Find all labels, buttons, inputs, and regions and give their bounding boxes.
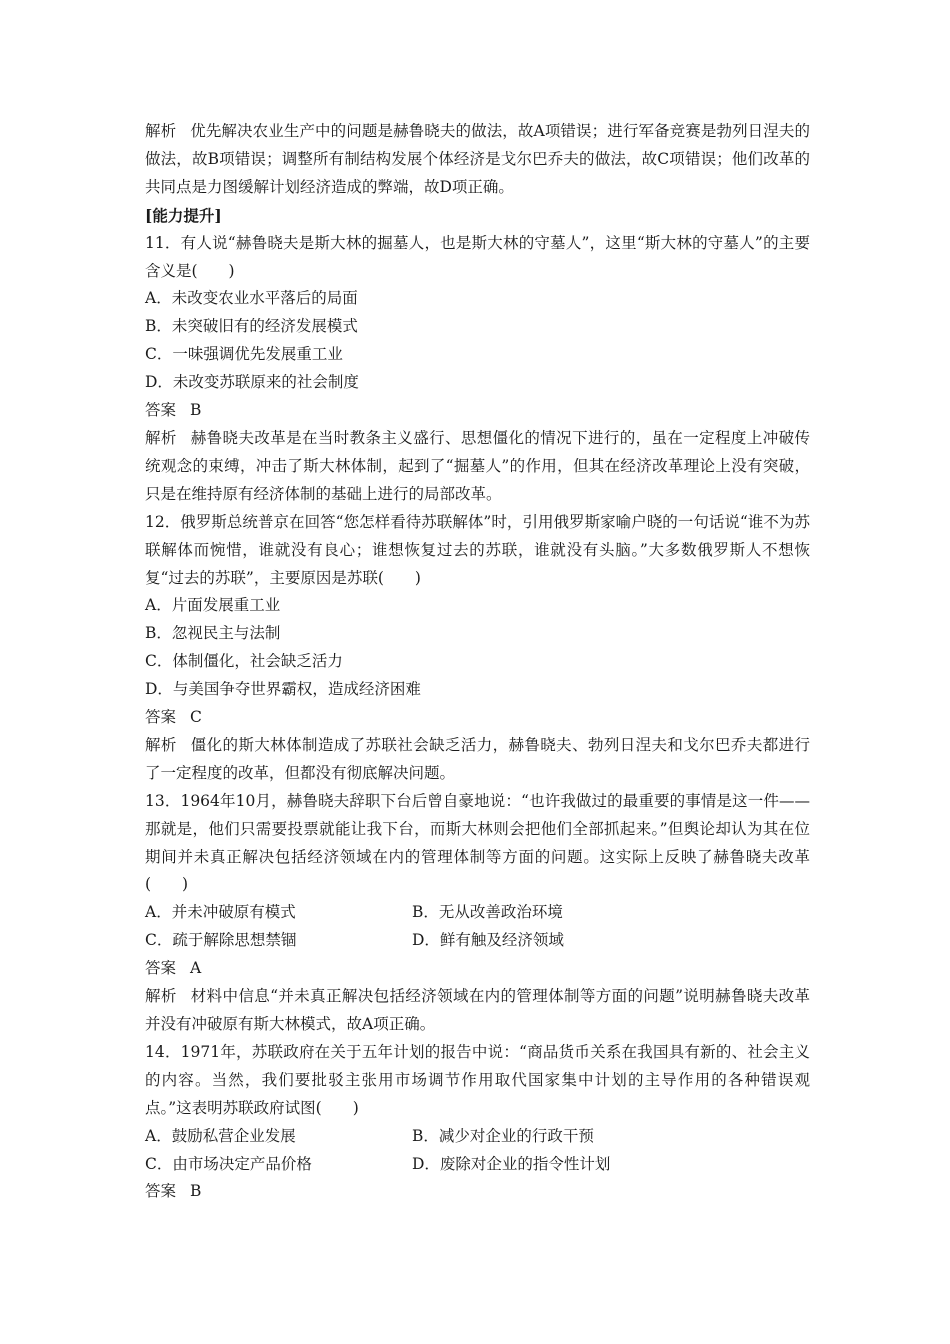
document-page (145, 118, 810, 1206)
options-row (145, 899, 810, 927)
analysis-text: 优先解决农业生产中的问题是赫鲁晓夫的做法，故A项错误；进行军备竞赛是勃列日涅夫的做法，故B项错误；调整所有制结构发展个体经济是戈尔巴乔夫的做法，故C项错误；他们改革的共同点是力图缓解计划经济造成的弊端，故D项正确。 (145, 122, 810, 196)
analysis (145, 983, 810, 1039)
answer-label: 答案 (145, 959, 177, 978)
question-11 (145, 230, 810, 509)
answer-line (145, 955, 810, 983)
options-row (145, 1123, 810, 1151)
analysis-text: 赫鲁晓夫改革是在当时教条主义盛行、思想僵化的情况下进行的，虽在一定程度上冲破传统观念的束缚，冲击了斯大林体制，起到了“掘墓人”的作用，但其在经济改革理论上没有突破，只是在维持原有经济体制的基础上进行的局部改革。 (145, 428, 810, 503)
answer-value: C (190, 708, 202, 727)
question-13 (145, 788, 810, 1039)
option-a: A．并未冲破原有模式 (145, 903, 296, 922)
option-c: C．疏于解除思想禁锢 (145, 931, 297, 950)
answer-value: B (190, 1182, 202, 1201)
answer-value: A (190, 959, 202, 978)
question-stem: 11．有人说“赫鲁晓夫是斯大林的掘墓人，也是斯大林的守墓人”，这里“斯大林的守墓人”的主要含义是( ) (145, 233, 810, 280)
question-12 (145, 509, 810, 788)
answer-line (145, 397, 810, 425)
analysis-label: 解析 (145, 428, 177, 447)
question-stem: 12．俄罗斯总统普京在回答“您怎样看待苏联解体”时，引用俄罗斯家喻户晓的一句话说“谁不为苏联解体而惋惜，谁就没有良心；谁想恢复过去的苏联，谁就没有头脑。”大多数俄罗斯人不想恢复“过去的苏联”，主要原因是苏联( ) (145, 512, 810, 587)
option-c: C．体制僵化，社会缺乏活力 (145, 652, 343, 671)
analysis-label: 解析 (145, 735, 177, 754)
intro-analysis (145, 118, 810, 202)
options-row (145, 927, 810, 955)
option-a: A．片面发展重工业 (145, 596, 281, 615)
analysis-text: 材料中信息“并未真正解决包括经济领域在内的管理体制等方面的问题”说明赫鲁晓夫改革并没有冲破原有斯大林模式，故A项正确。 (145, 987, 810, 1033)
analysis-label: 解析 (145, 122, 177, 140)
analysis-label: 解析 (145, 987, 177, 1006)
analysis (145, 425, 810, 509)
option-b: B．无从改善政治环境 (412, 903, 563, 922)
option-b: B．忽视民主与法制 (145, 624, 281, 643)
analysis (145, 732, 810, 788)
answer-value: B (190, 401, 202, 420)
answer-label: 答案 (145, 401, 177, 420)
option-a: A．鼓励私营企业发展 (145, 1126, 296, 1145)
option-d: D．与美国争夺世界霸权，造成经济困难 (145, 680, 421, 699)
analysis-text: 僵化的斯大林体制造成了苏联社会缺乏活力，赫鲁晓夫、勃列日涅夫和戈尔巴乔夫都进行了一定程度的改革，但都没有彻底解决问题。 (145, 735, 810, 782)
section-header: [能力提升] (145, 205, 222, 225)
question-stem: 14．1971年，苏联政府在关于五年计划的报告中说：“商品货币关系在我国具有新的、社会主义的内容。当然，我们要批驳主张用市场调节作用取代国家集中计划的主导作用的各种错误观点。”这表明苏联政府试图( ) (145, 1042, 810, 1117)
option-a: A．未改变农业水平落后的局面 (145, 289, 358, 308)
answer-label: 答案 (145, 708, 177, 727)
option-d: D．鲜有触及经济领域 (412, 931, 564, 950)
answer-line (145, 704, 810, 732)
option-b: B．减少对企业的行政干预 (412, 1126, 594, 1145)
answer-line (145, 1178, 810, 1206)
question-14 (145, 1039, 810, 1206)
answer-label: 答案 (145, 1182, 177, 1201)
option-c: C．一味强调优先发展重工业 (145, 345, 343, 364)
option-b: B．未突破旧有的经济发展模式 (145, 317, 358, 336)
option-c: C．由市场决定产品价格 (145, 1154, 312, 1173)
option-d: D．未改变苏联原来的社会制度 (145, 373, 359, 392)
options-row (145, 1151, 810, 1179)
question-stem: 13．1964年10月，赫鲁晓夫辞职下台后曾自豪地说：“也许我做过的最重要的事情是这一件——那就是，他们只需要投票就能让我下台，而斯大林则会把他们全部抓起来。”但舆论却认为其在位期间并未真正解决包括经济领域在内的管理体制等方面的问题。这实际上反映了赫鲁晓夫改革( ) (145, 791, 810, 894)
option-d: D．废除对企业的指令性计划 (412, 1154, 611, 1173)
